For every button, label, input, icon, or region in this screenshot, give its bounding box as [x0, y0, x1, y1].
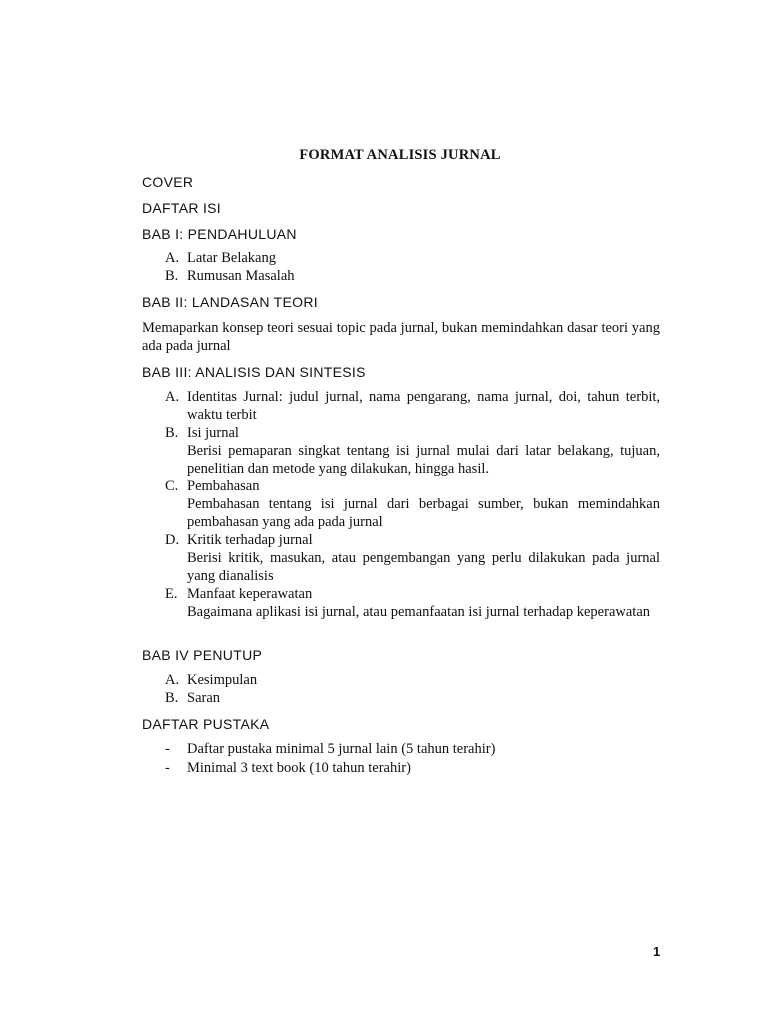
list-item — [165, 424, 660, 478]
list-item-description: Berisi kritik, masukan, atau pengembangan yang perlu dilakukan pada jurnal yang dianalisis — [187, 550, 660, 584]
document-title: FORMAT ANALISIS JURNAL — [299, 147, 501, 163]
list-item-label: Isi jurnal — [187, 425, 239, 441]
list-item-label: Latar Belakang — [187, 250, 276, 266]
section-cover: COVER — [142, 174, 194, 190]
list-marker: - — [165, 741, 170, 757]
section-bab1-heading: BAB I: PENDAHULUAN — [142, 226, 297, 242]
section-bab3-heading: BAB III: ANALISIS DAN SINTESIS — [142, 364, 366, 380]
list-item — [165, 531, 660, 585]
list-item — [165, 759, 660, 777]
list-marker: A. — [165, 389, 180, 405]
list-item — [165, 689, 660, 707]
list-item — [165, 388, 660, 424]
section-daftar-pustaka-heading: DAFTAR PUSTAKA — [142, 716, 270, 732]
list-item-label: Kesimpulan — [187, 672, 258, 688]
list-item-description: Berisi pemaparan singkat tentang isi jurnal mulai dari latar belakang, tujuan, penelitian dan metode yang dilakukan, hingga hasil. — [187, 443, 660, 477]
list-item — [165, 585, 660, 621]
page-number: 1 — [653, 944, 661, 959]
list-item-description: Bagaimana aplikasi isi jurnal, atau pemanfaatan isi jurnal terhadap keperawatan — [187, 604, 651, 620]
section-bab4-heading: BAB IV PENUTUP — [142, 647, 263, 663]
list-item — [165, 249, 660, 267]
list-marker: B. — [165, 268, 179, 284]
list-marker: A. — [165, 672, 180, 688]
list-item — [165, 477, 660, 531]
list-marker: C. — [165, 478, 179, 494]
list-marker: B. — [165, 690, 179, 706]
section-bab2-heading: BAB II: LANDASAN TEORI — [142, 294, 318, 310]
list-marker: - — [165, 760, 170, 776]
list-marker: E. — [165, 586, 178, 602]
list-item — [165, 671, 660, 689]
list-item-label: Saran — [187, 690, 221, 706]
list-item-label: Pembahasan — [187, 478, 260, 494]
list-item-label: Identitas Jurnal: judul jurnal, nama pengarang, nama jurnal, doi, tahun terbit, waktu terbit — [187, 389, 660, 423]
list-item-description: Pembahasan tentang isi jurnal dari berbagai sumber, bukan memindahkan pembahasan yang ada pada jurnal — [187, 496, 660, 530]
list-marker: A. — [165, 250, 180, 266]
list-item-label: Manfaat keperawatan — [187, 586, 313, 602]
list-item — [165, 267, 660, 285]
list-item-label: Minimal 3 text book (10 tahun terahir) — [187, 760, 411, 776]
list-item — [165, 740, 660, 758]
list-item-label: Daftar pustaka minimal 5 jurnal lain (5 tahun terahir) — [187, 741, 496, 757]
list-item-label: Kritik terhadap jurnal — [187, 532, 313, 548]
list-item-label: Rumusan Masalah — [187, 268, 295, 284]
list-marker: D. — [165, 532, 180, 548]
section-daftar-isi: DAFTAR ISI — [142, 200, 221, 216]
list-marker: B. — [165, 425, 179, 441]
section-bab2-paragraph: Memaparkan konsep teori sesuai topic pada jurnal, bukan memindahkan dasar teori yang ada pada jurnal — [142, 320, 660, 354]
